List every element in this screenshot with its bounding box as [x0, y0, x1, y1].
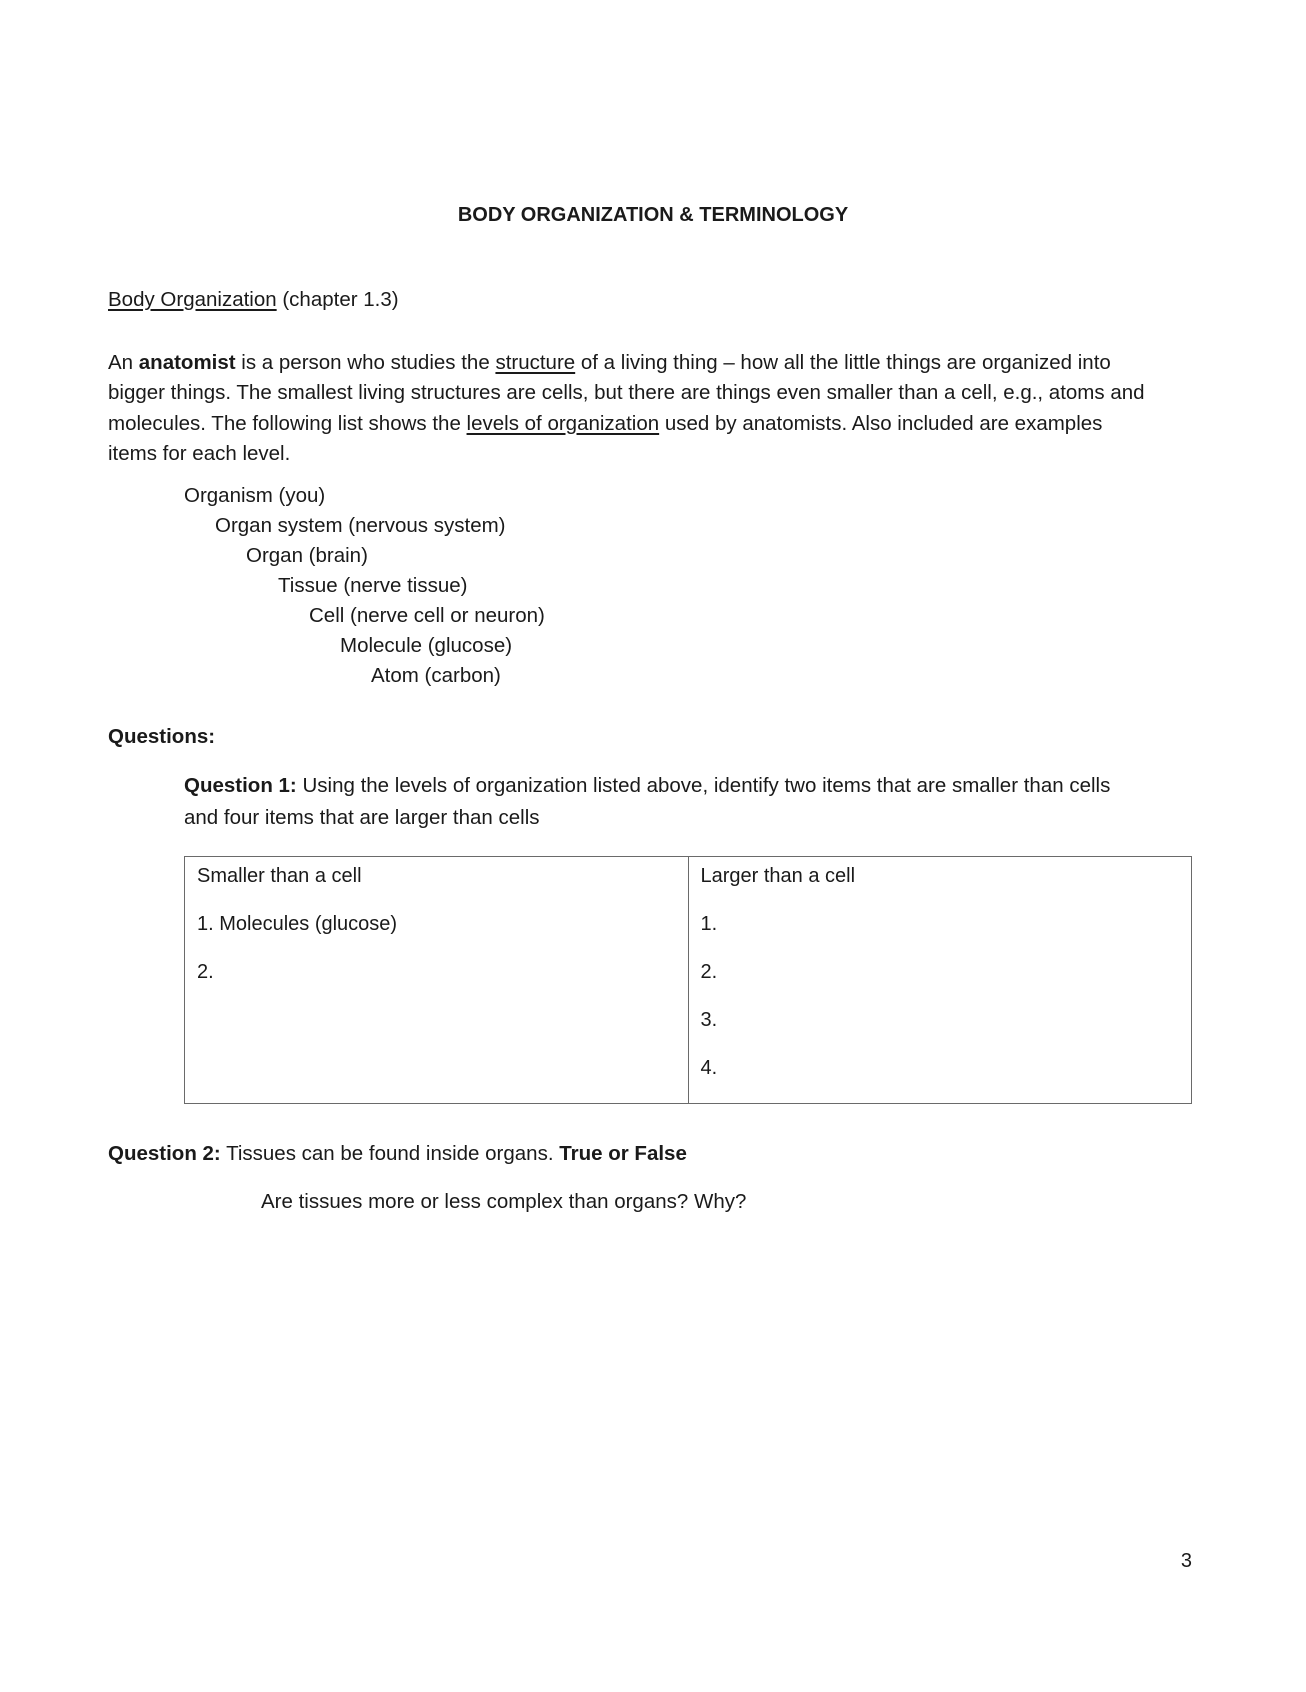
intro-line-1 [108, 348, 1218, 378]
section-heading-link: Body Organization [108, 288, 277, 311]
larger-item-2: 2. [700, 961, 718, 983]
smaller-than-cell-column[interactable] [185, 857, 689, 1104]
intro-text: An [108, 351, 139, 374]
question-2-line [108, 1142, 687, 1166]
question-1-label: Question 1: [184, 774, 297, 797]
larger-item-1: 1. [700, 913, 718, 935]
intro-text: molecules. The following list shows the [108, 411, 467, 435]
question-2-label: Question 2: [108, 1142, 221, 1165]
question-1-line-2: and four items that are larger than cells [184, 806, 540, 829]
level-cell: Cell (nerve cell or neuron) [309, 604, 545, 627]
questions-heading: Questions: [108, 725, 216, 748]
page-title: BODY ORGANIZATION & TERMINOLOGY [457, 204, 849, 226]
intro-line-4: items for each level. [108, 441, 291, 465]
intro-text: of a living thing – how all the little things are organized into [575, 351, 1111, 374]
level-organism: Organism (you) [184, 484, 326, 507]
intro-line-3 [108, 409, 1218, 439]
intro-paragraph [108, 348, 1218, 469]
level-organ: Organ (brain) [246, 544, 368, 567]
question-1-text: Using the levels of organization listed above, identify two items that are smaller than cells [296, 774, 1111, 797]
question-1-line-1 [184, 774, 1110, 798]
question-2-followup: Are tissues more or less complex than organs? Why? [261, 1190, 747, 1213]
section-heading-chapter: (chapter 1.3) [276, 288, 399, 311]
question-2-true-false: True or False [559, 1142, 687, 1165]
level-organ-system: Organ system (nervous system) [215, 514, 506, 537]
answer-table [184, 856, 1192, 1104]
question-2-text: Tissues can be found inside organs. [220, 1142, 560, 1165]
intro-text: is a person who studies the [235, 351, 496, 374]
intro-term-anatomist: anatomist [138, 351, 236, 374]
smaller-item-2: 2. [197, 961, 214, 983]
page-number: 3 [1180, 1550, 1192, 1572]
level-tissue: Tissue (nerve tissue) [278, 574, 468, 597]
larger-header: Larger than a cell [700, 865, 856, 887]
larger-item-3: 3. [700, 1009, 718, 1031]
larger-than-cell-column[interactable] [688, 857, 1192, 1104]
intro-term-structure: structure [495, 351, 576, 374]
intro-line-2: bigger things. The smallest living structures are cells, but there are things even smaller than a cell, e.g., atoms and [108, 381, 1145, 405]
smaller-header: Smaller than a cell [197, 865, 362, 887]
level-atom: Atom (carbon) [371, 664, 501, 687]
section-heading [108, 288, 399, 312]
level-molecule: Molecule (glucose) [340, 634, 513, 657]
larger-item-4: 4. [700, 1057, 718, 1079]
smaller-item-1: 1. Molecules (glucose) [197, 913, 398, 935]
intro-text: used by anatomists. Also included are examples [659, 411, 1103, 435]
intro-term-levels: levels of organization [466, 411, 660, 435]
